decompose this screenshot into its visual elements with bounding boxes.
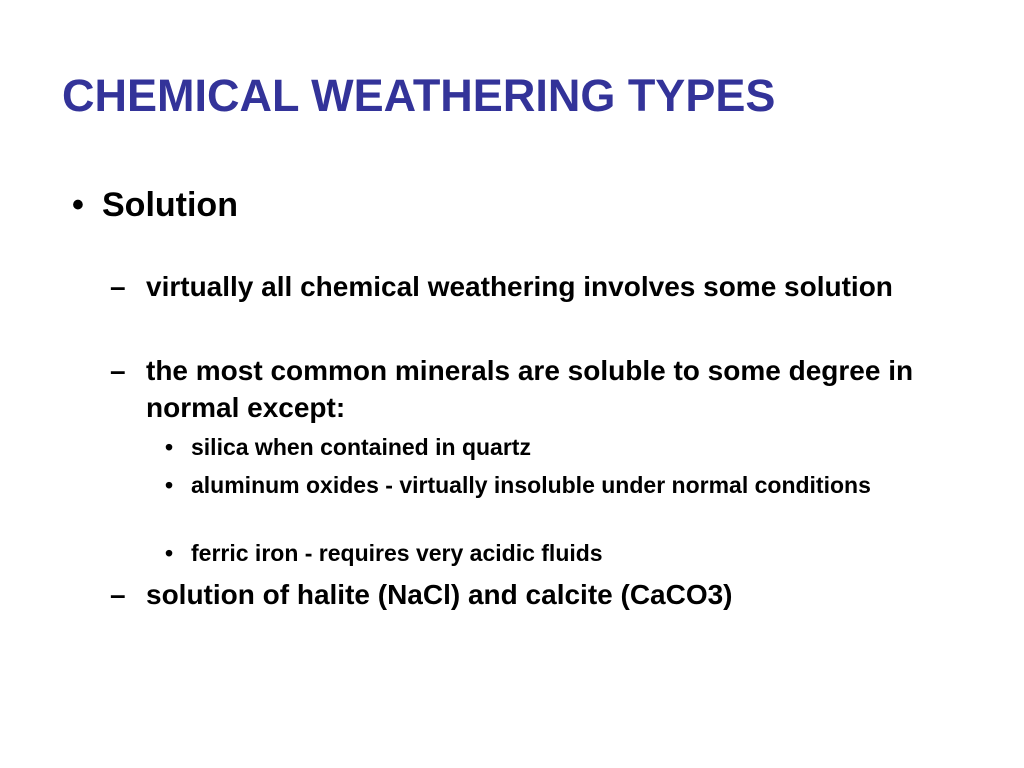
bullet-marker: • [72,186,84,224]
bullet-text: Solution [102,186,238,224]
sub-sub-item-text: silica when contained in quartz [191,434,531,460]
bullet-marker: • [165,540,174,566]
sub-sub-item-text: aluminum oxides - virtually insoluble under normal conditions [191,472,871,498]
sub-sub-item-text: ferric iron - requires very acidic fluids [191,540,603,566]
dash-marker: – [110,271,126,302]
bullet-marker: • [165,472,174,498]
sub-item-1 [110,268,940,305]
sub-sub-item-1 [165,432,925,463]
dash-marker: – [110,355,126,386]
sub-item-text: virtually all chemical weathering involves some solution [146,271,893,302]
bullet-marker: • [165,434,174,460]
sub-item-3 [110,576,940,613]
sub-item-2 [110,352,940,426]
dash-marker: – [110,579,126,610]
sub-item-text: the most common minerals are soluble to some degree in normal except: [146,355,914,423]
sub-sub-item-2 [165,470,925,501]
sub-item-text: solution of halite (NaCl) and calcite (CaCO3) [146,579,733,610]
slide-title: CHEMICAL WEATHERING TYPES [62,70,776,121]
sub-sub-item-3 [165,538,925,569]
